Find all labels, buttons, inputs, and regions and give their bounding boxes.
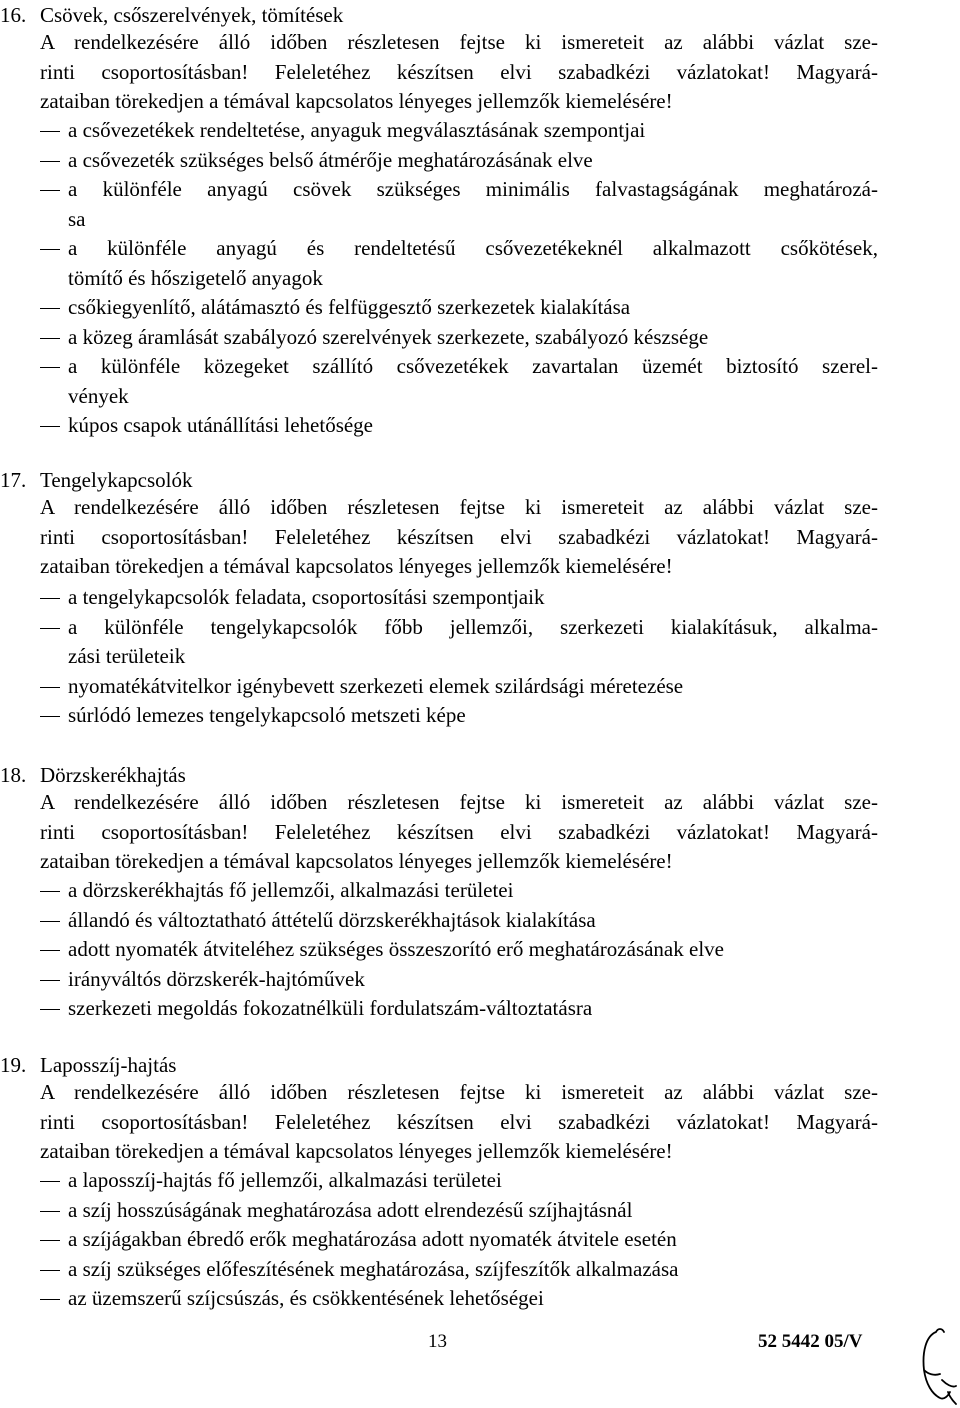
list-item-line: a dörzskerékhajtás fő jellemzői, alkalmazási területei xyxy=(68,878,514,902)
list-item xyxy=(40,1196,878,1226)
instruction-line: rinti csoportosításban! Feleletéhez készítsen elvi szabadkézi vázlatokat! Magyará- xyxy=(40,819,878,844)
list-item-text xyxy=(68,1225,878,1255)
list-item-text xyxy=(68,146,878,176)
instruction-line: rinti csoportosításban! Feleletéhez készítsen elvi szabadkézi vázlatokat! Magyará- xyxy=(40,1109,878,1134)
instruction-line: zataiban törekedjen a témával kapcsolatos lényeges jellemzők kiemelésére! xyxy=(40,554,673,578)
list-item-text xyxy=(68,1255,878,1285)
list-item-line: nyomatékátvitelkor igénybevett szerkezeti elemek szilárdsági méretezése xyxy=(68,673,684,698)
instruction-line: rinti csoportosításban! Feleletéhez készítsen elvi szabadkézi vázlatokat! Magyará- xyxy=(40,59,878,84)
list-item-line: sa xyxy=(68,206,86,231)
list-item xyxy=(40,1225,878,1255)
list-item-text xyxy=(68,672,878,702)
list-item-line: súrlódó lemezes tengelykapcsoló metszeti képe xyxy=(68,703,466,727)
instruction-line: zataiban törekedjen a témával kapcsolatos lényeges jellemzők kiemelésére! xyxy=(40,849,673,873)
section-instructions xyxy=(40,788,878,877)
list-item-text xyxy=(68,613,878,672)
list-item xyxy=(40,994,878,1024)
list-item-line: a szíj szükséges előfeszítésének meghatározása, szíjfeszítők alkalmazása xyxy=(68,1256,679,1281)
list-item xyxy=(40,116,878,146)
list-item xyxy=(40,613,878,672)
instruction-line: zataiban törekedjen a témával kapcsolatos lényeges jellemzők kiemelésére! xyxy=(40,89,673,113)
section-title: Dörzskerékhajtás xyxy=(40,763,186,787)
list-item-text xyxy=(68,116,878,146)
list-item xyxy=(40,234,878,293)
list-item-line: a tengelykapcsolók feladata, csoportosítási szempontjaik xyxy=(68,585,545,609)
list-item-text xyxy=(68,1196,878,1226)
list-item-line: adott nyomaték átviteléhez szükséges összeszorító erő meghatározásának elve xyxy=(68,937,724,961)
instruction-line: zataiban törekedjen a témával kapcsolatos lényeges jellemzők kiemelésére! xyxy=(40,1139,673,1163)
list-item xyxy=(40,146,878,176)
list-item-text xyxy=(68,352,878,411)
section-number: 19. xyxy=(0,1053,27,1077)
list-item-line: a különféle anyagú és rendeltetésű csővezetékeknél alkalmazott csőkötések, xyxy=(68,236,878,260)
list-item-line: irányváltós dörzskerék-hajtóművek xyxy=(68,966,365,991)
initials-signature-icon xyxy=(918,1322,958,1406)
list-item-line: szerkezeti megoldás fokozatnélküli fordulatszám-változtatásra xyxy=(68,996,593,1020)
list-item-line: a különféle tengelykapcsolók főbb jellemzői, szerkezeti kialakításuk, alkalma- xyxy=(68,614,878,639)
list-item-text xyxy=(68,935,878,965)
section-instructions xyxy=(40,28,878,117)
list-item-text xyxy=(68,323,878,353)
topic-list xyxy=(40,876,878,1024)
list-item-text xyxy=(68,701,878,731)
list-item-text xyxy=(68,1284,878,1314)
list-item-text xyxy=(68,583,878,613)
section-number: 16. xyxy=(0,3,27,27)
instruction-line: A rendelkezésére álló időben részletesen fejtse ki ismereteit az alábbi vázlat sze- xyxy=(40,1080,878,1104)
list-item-line: a csővezeték szükséges belső átmérője meghatározásának elve xyxy=(68,147,593,172)
section-instructions xyxy=(40,493,878,582)
list-item-text xyxy=(68,1166,878,1196)
list-item xyxy=(40,323,878,353)
list-item-line: az üzemszerű szíjcsúszás, és csökkentésének lehetőségei xyxy=(68,1286,544,1310)
list-item-line: a csővezetékek rendeltetése, anyaguk megválasztásának szempontjai xyxy=(68,118,646,142)
list-item xyxy=(40,1166,878,1196)
list-item-text xyxy=(68,411,878,441)
list-item-line: vények xyxy=(68,383,129,408)
list-item xyxy=(40,965,878,995)
section-number: 17. xyxy=(0,468,27,492)
list-item-text xyxy=(68,175,878,234)
list-item-line: tömítő és hőszigetelő anyagok xyxy=(68,265,323,290)
topic-list xyxy=(40,1166,878,1314)
list-item-line: a szíjágakban ébredő erők meghatározása adott nyomaték átvitele esetén xyxy=(68,1227,677,1251)
list-item-text xyxy=(68,906,878,936)
section-title: Tengelykapcsolók xyxy=(40,468,193,492)
list-item xyxy=(40,701,878,731)
list-item xyxy=(40,906,878,936)
list-item-text xyxy=(68,293,878,323)
list-item-text xyxy=(68,234,878,293)
section-number: 18. xyxy=(0,763,27,787)
page-number: 13 xyxy=(428,1331,447,1352)
topic-list xyxy=(40,583,878,731)
list-item-text xyxy=(68,965,878,995)
list-item xyxy=(40,411,878,441)
list-item-line: zási területeik xyxy=(68,644,186,668)
section-instructions xyxy=(40,1078,878,1167)
list-item xyxy=(40,583,878,613)
instruction-line: rinti csoportosításban! Feleletéhez készítsen elvi szabadkézi vázlatokat! Magyará- xyxy=(40,524,878,549)
list-item-line: a különféle anyagú csövek szükséges minimális falvastagságának meghatározá- xyxy=(68,177,878,201)
instruction-line: A rendelkezésére álló időben részletesen fejtse ki ismereteit az alábbi vázlat sze- xyxy=(40,790,878,814)
list-item xyxy=(40,352,878,411)
list-item-line: csőkiegyenlítő, alátámasztó és felfüggesztő szerkezetek kialakítása xyxy=(68,295,631,319)
instruction-line: A rendelkezésére álló időben részletesen fejtse ki ismereteit az alábbi vázlat sze- xyxy=(40,30,878,54)
list-item xyxy=(40,175,878,234)
list-item xyxy=(40,876,878,906)
topic-list xyxy=(40,116,878,441)
list-item xyxy=(40,935,878,965)
list-item-line: a szíj hosszúságának meghatározása adott elrendezésű szíjhajtásnál xyxy=(68,1197,633,1222)
list-item xyxy=(40,293,878,323)
list-item-line: a közeg áramlását szabályozó szerelvények szerkezete, szabályozó készsége xyxy=(68,324,709,349)
section-title: Laposszíj-hajtás xyxy=(40,1053,177,1077)
list-item-line: állandó és változtatható áttételű dörzskerékhajtások kialakítása xyxy=(68,907,596,932)
list-item-line: kúpos csapok utánállítási lehetősége xyxy=(68,413,374,437)
list-item xyxy=(40,1284,878,1314)
list-item-line: a laposszíj-hajtás fő jellemzői, alkalmazási területei xyxy=(68,1168,502,1192)
list-item xyxy=(40,1255,878,1285)
section-title: Csövek, csőszerelvények, tömítések xyxy=(40,3,344,27)
document-code: 52 5442 05/V xyxy=(758,1331,863,1352)
list-item-line: a különféle közegeket szállító csővezetékek zavartalan üzemét biztosító szerel- xyxy=(68,354,878,378)
list-item-text xyxy=(68,994,878,1024)
list-item-text xyxy=(68,876,878,906)
list-item xyxy=(40,672,878,702)
instruction-line: A rendelkezésére álló időben részletesen fejtse ki ismereteit az alábbi vázlat sze- xyxy=(40,495,878,519)
